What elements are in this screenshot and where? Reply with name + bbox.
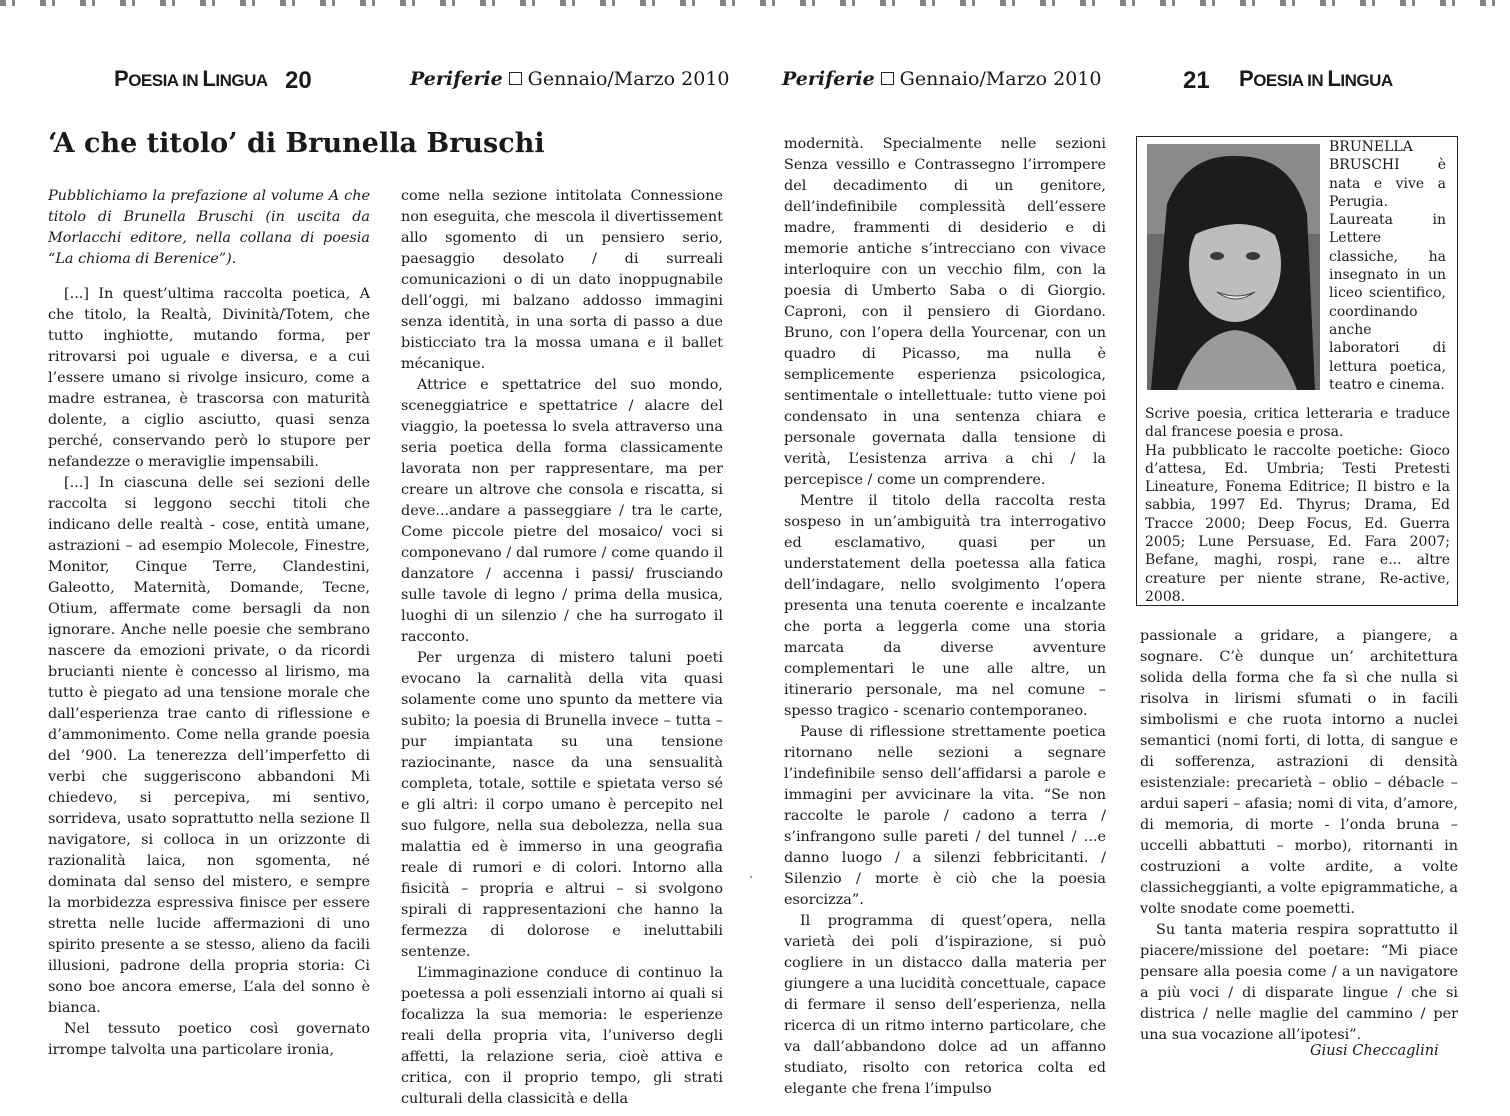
author-bio-line: Ha pubblicato le raccolte poetiche: Gioco d’attesa, Ed. Umbria; Testi Pretesti Lineature, Fonema Editrice; Il bistro e la sabbia, 1997 Ed. Thyrus; Drama, Ed Tracce 2000; Deep Focus, Ed. Guerra 2005; Lune Persuase, Ed. Fara 2007; Befane, maghi, rospi, rane e... altre creature per niente strane, Re-active, 2008. (1145, 442, 1450, 605)
paragraph: Nel tessuto poetico così governato irrompe talvolta una particolare ironia, (48, 1021, 370, 1058)
article-lead: Pubblichiamo la prefazione al volume A che titolo di Brunella Bruschi (in uscita da Morlacchi editore, nella collana di poesia “La chioma di Berenice”). (48, 188, 370, 267)
paragraph: Pause di riflessione strettamente poetica ritornano nelle sezioni a segnare l’indefinibile senso dell’affidarsi a parole e immagini per avvicinare la vita. “Se non raccolte le parole / cadono a terra / s’infrangono sulle pareti / del tunnel / ...e danno luogo / a silenzi febbricitanti. / Silenzio / morte è ciò che la poesia esorcizza”. (784, 724, 1106, 908)
paragraph: [...] In ciascuna delle sei sezioni delle raccolta si leggono secchi titoli che indicano delle realtà - cose, entità umane, astrazioni – ad esempio Molecole, Finestre, Monitor, Cinque Terre, Clandestini, Galeotto, Maternità, Domande, Tecne, Otium, affermate come bersagli da non ignorare. Anche nelle poesie che sembrano nascere da emozioni private, o da ricordi brucianti niente è concesso al lirismo, ma tutto è piegato ad una tensione morale che dall’esperienza trae canto di riflessione e d’ammonimento. Come nella grande poesia del ’900. La tenerezza dell’imperfetto di verbi che suggeriscono abbandoni Mi chiedevo, si percepiva, mi sentivo, sorrideva, usato soprattutto nella sezione Il navigatore, si colloca in un orizzonte di razionalità laica, non sgomenta, né dominata dal senso del mistero, e sempre la morbidezza espressiva finisce per essere stretta nelle lucide affermazioni di uno spirito presente a se stesso, alieno da facili illusioni, padrone della propria storia: Ci sono boe ancora emerse, L’ala del sonno è bianca. (48, 475, 370, 1016)
header-right-section: POESIA IN LINGUA (1239, 66, 1393, 91)
article-signature: Giusi Checcaglini (1310, 1043, 1439, 1059)
author-bio-line: Scrive poesia, critica letteraria e traduce dal francese poesia e prosa. (1145, 406, 1450, 441)
article-column-1 (48, 186, 370, 1061)
paragraph: [...] In quest’ultima raccolta poetica, A che titolo, la Realtà, Divinità/Totem, che tutto inghiotte, mutando forma, per ritrovarsi poi uguale e diversa, e a cui l’essere umano si rivolge insicuro, come a madre estranea, è trascorsa con maturità dolente, a ciglio asciutto, quasi senza perché, conservando però lo stupore per nefandezze o meraviglie impensabili. (48, 286, 370, 470)
author-portrait-icon (1147, 144, 1320, 390)
header-left-section: POESIA IN LINGUA (114, 66, 268, 91)
author-bio-bottom (1145, 405, 1450, 606)
header-left-issue: Periferie Gennaio/Marzo 2010 (410, 68, 730, 90)
paragraph: Mentre il titolo della raccolta resta sospeso in un’ambiguità tra interrogativo ed esclamativo, quasi per un understatement della poetessa alla fatica dell’indagare, nello svolgimento l’opera presenta una tenuta coerente e incalzante che porta a leggerla come una storia marcata da diverse avventure complementari le une alle altre, un itinerario personale, ma nel comune – spesso tragico - scenario contemporaneo. (784, 493, 1106, 719)
article-column-4 (1140, 626, 1458, 1046)
article-column-3 (784, 134, 1106, 1100)
header-left-box-icon (509, 72, 522, 85)
article-title: ‘A che titolo’ di Brunella Bruschi (48, 128, 545, 159)
paragraph: come nella sezione intitolata Connessione non eseguita, che mescola il divertissement allo sgomento di un pensiero serio, paesaggio desolato / di surreali comunicazioni o di un dato inoppugnabile dell’oggi, mi balzano addosso immagini senza identità, in una sorta di passo a due bisticciato tra la mossa umana e il ballet mécanique. (401, 188, 723, 372)
page-top-edge (0, 0, 1510, 6)
paragraph: L’immaginazione conduce di continuo la poetessa a poli essenziali intorno ai quali si focalizza la sua memoria: le esperienze reali della propria vita, l’universo degli affetti, la relazione seria, cioè attiva e critica, con il proprio tempo, gli strati culturali della classicità e della (401, 965, 723, 1107)
paragraph: Per urgenza di mistero taluni poeti evocano la carnalità della vita quasi solamente come uno spunto da mettere via subito; la poesia di Brunella invece – tutta – pur impiantata su una tensione raziocinante, nasce da una sensualità completa, totale, sottile e spietata verso sé e gli altri: il corpo umano è percepito nel suo fulgore, nella sua debolezza, nella sua malattia ed è immerso in una geografia reale di rumori e di colori. Intorno alla fisicità – propria e altrui – si svolgono spirali di rappresentazioni che hanno la fermezza di dolorose e ineluttabili sentenze. (401, 650, 723, 960)
author-photo (1147, 144, 1320, 390)
article-column-2 (401, 186, 723, 1110)
paragraph: passionale a gridare, a piangere, a sognare. C’è dunque un’ architettura solida della forma che fa sì che nulla si risolva in lirismi sfumati o in facili simbolismi e che ruota intorno a nuclei semantici (nomi forti, di lotta, di sangue e di sofferenza, astrazioni di densità esistenziale: precarietà – oblio – débacle – ardui saperi – afasia; nomi di vita, d’amore, di memoria, di morte - l’onda bruna – uccelli abbattuti – morbo), ritornanti in costruzioni a volte ardite, a volte classicheggianti, a volte epigrammatiche, a volte snodate come poemetti. (1140, 628, 1458, 917)
paragraph: modernità. Specialmente nelle sezioni Senza vessillo e Contrassegno l’irrompere del decadimento di un genitore, dell’indefinibile complessità dell’essere madre, frammenti di desiderio e di memorie antiche s’intrecciano con vivace interloquire con un vecchio film, con la poesia di Umberto Saba o di Giorgio. Caproni, con il pensiero di Giordano. Bruno, con l’opera della Yourcenar, con un quadro di Picasso, ma nulla è semplicemente esperienza psicologica, sentimentale o intellettuale: tutto viene poi condensato in una sentenza chiara e personale governata dalla tensione di verità, L’esistenza arriva a chi / la percepisce / come un comprendere. (784, 136, 1106, 488)
paragraph: Attrice e spettatrice del suo mondo, sceneggiatrice e spettatrice / alacre del viaggio, la poetessa lo svela attraverso una seria poetica della forma classicamente lavorata non per rappresentare, ma per creare un altrove che consola e riscatta, si deve...andare a passeggiare / tra le carte, Come piccole pietre del mosaico/ voci si componevano / dal rumore / come quando il danzatore / accenna i passi/ frusciando sulle tavole di legno / prima della musica, luoghi di un silenzio / che ha surrogato il racconto. (401, 377, 723, 645)
header-left-page-number: 20 (285, 67, 312, 94)
header-right-issue: Periferie Gennaio/Marzo 2010 (782, 68, 1102, 90)
header-right-page-number: 21 (1183, 67, 1210, 94)
paragraph: Il programma di quest’opera, nella varietà dei poli d’ispirazione, si può cogliere in un distacco dalla materia per giungere a una lucidità concettuale, capace di fermare il senso dell’esperienza, nella ricerca di un ritmo interno particolare, che va dall’abbandono dolce ad un affanno studiato, risolto con retorica colta ed elegante che frena l’impulso (784, 913, 1106, 1097)
header-right-box-icon (881, 72, 894, 85)
author-bio-side: BRUNELLA BRUSCHI è nata e vive a Perugia. Laureata in Lettere classiche, ha insegnato in un liceo scientifico, coordinando anche laboratori di lettura poetica, teatro e cinema. (1329, 139, 1446, 393)
paragraph: Su tanta materia respira soprattutto il piacere/missione del poetare: “Mi piace pensare alla poesia come / a un navigatore a più voci / di disparate lingue / che si districa / nelle maglie del cammino / per una sua vocazione all’ipotesi”. (1140, 922, 1458, 1043)
speck (750, 876, 752, 878)
